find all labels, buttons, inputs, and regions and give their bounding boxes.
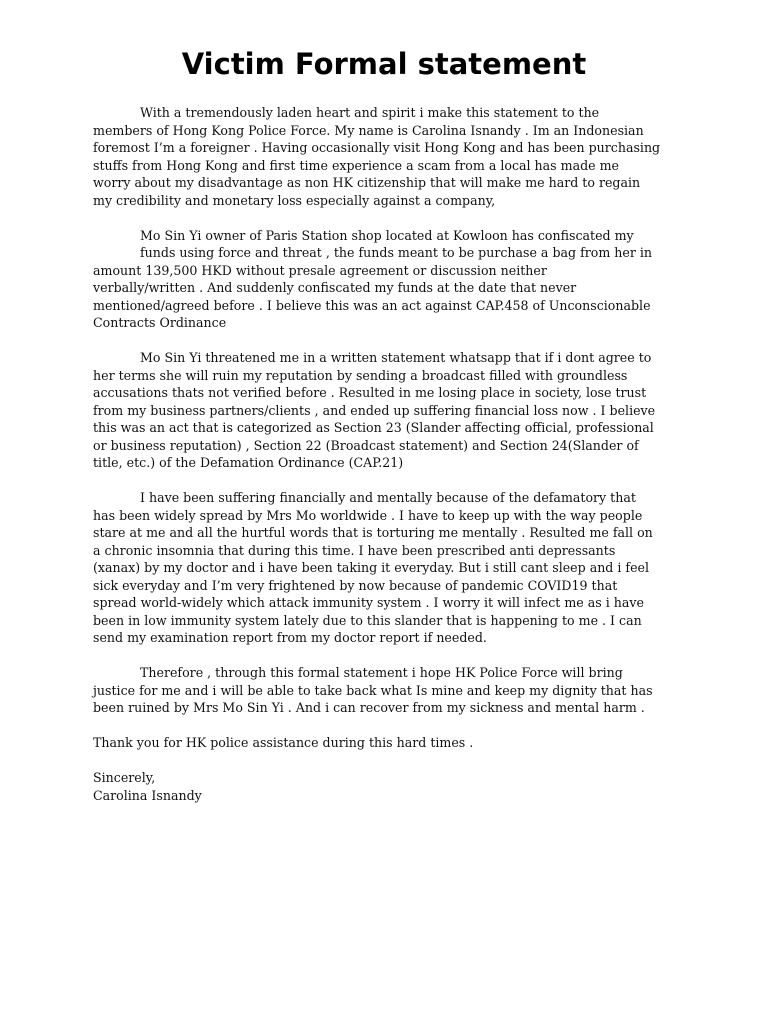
signature-name: Carolina Isnandy	[93, 787, 202, 803]
statement-body	[93, 104, 683, 804]
paragraph-threat	[93, 349, 683, 472]
closing-salutation: Sincerely,	[93, 770, 156, 785]
signature-block	[93, 769, 683, 804]
paragraph-line: send my examination report from my doctor report if needed.	[93, 630, 487, 645]
paragraph-line: Contracts Ordinance	[93, 315, 227, 330]
paragraph-line: title, etc.) of the Defamation Ordinance (CAP.21)	[93, 455, 404, 470]
paragraph-line: spread world-widely which attack immunity system . I worry it will infect me as i have	[93, 595, 644, 610]
paragraph-line: mentioned/agreed before . I believe this was an act against CAP.458 of Unconscionable	[93, 297, 651, 313]
paragraph-conclusion	[93, 664, 683, 717]
paragraph-line: foremost I’m a foreigner . Having occasionally visit Hong Kong and has been purchasing	[93, 140, 661, 155]
paragraph-line: Mo Sin Yi threatened me in a written statement whatsapp that if i dont agree to	[140, 350, 652, 365]
paragraph-line: (xanax) by my doctor and i have been taking it everyday. But i still cant sleep and i feel	[93, 560, 649, 575]
paragraph-line: worry about my disadvantage as non HK citizenship that will make me hard to regain	[93, 175, 641, 190]
paragraph-line: Therefore , through this formal statement i hope HK Police Force will bring	[140, 665, 623, 680]
paragraph-line: a chronic insomnia that during this time. I have been prescribed anti depressants	[93, 542, 616, 558]
paragraph-introduction	[93, 104, 683, 209]
paragraph-line: I have been suffering financially and mentally because of the defamatory that	[140, 490, 636, 505]
paragraph-line: With a tremendously laden heart and spirit i make this statement to the	[140, 105, 600, 120]
paragraph-line: my credibility and monetary loss especially against a company,	[93, 192, 496, 208]
thanks-paragraph	[93, 734, 683, 752]
paragraph-line: been ruined by Mrs Mo Sin Yi . And i can recover from my sickness and mental harm .	[93, 700, 645, 715]
paragraph-line: stare at me and all the hurtful words that is torturing me mentally . Resulted me fall on	[93, 525, 653, 540]
paragraph-line: or business reputation) , Section 22 (Broadcast statement) and Section 24(Slander of	[93, 437, 639, 453]
paragraph-line: sick everyday and I’m very frightened by now because of pandemic COVID19 that	[93, 577, 618, 593]
paragraph-line: amount 139,500 HKD without presale agreement or discussion neither	[93, 262, 547, 278]
paragraph-line: justice for me and i will be able to take back what Is mine and keep my dignity that has	[93, 682, 653, 698]
document-title: Victim Formal statement	[181, 47, 587, 81]
thanks-line: Thank you for HK police assistance during this hard times .	[93, 735, 474, 750]
paragraph-suffering	[93, 489, 683, 647]
paragraph-line: this was an act that is categorized as Section 23 (Slander affecting official, professional	[93, 420, 654, 435]
paragraph-line: members of Hong Kong Police Force. My name is Carolina Isnandy . Im an Indonesian	[93, 122, 644, 138]
paragraph-confiscation	[93, 227, 683, 332]
paragraph-line: accusations thats not verified before . Resulted in me losing place in society, lose trust	[93, 385, 647, 400]
paragraph-line: stuffs from Hong Kong and first time experience a scam from a local has made me	[93, 157, 619, 173]
paragraph-line: verbally/written . And suddenly confiscated my funds at the date that never	[93, 280, 577, 295]
paragraph-line: from my business partners/clients , and ended up suffering financial loss now . I believe	[93, 402, 656, 418]
paragraph-line: has been widely spread by Mrs Mo worldwide . I have to keep up with the way people	[93, 507, 643, 523]
paragraph-line: her terms she will ruin my reputation by sending a broadcast filled with groundless	[93, 367, 628, 383]
paragraph-line: funds using force and threat , the funds meant to be purchase a bag from her in	[140, 245, 653, 260]
paragraph-line: Mo Sin Yi owner of Paris Station shop located at Kowloon has confiscated my	[140, 227, 634, 243]
paragraph-line: been in low immunity system lately due to this slander that is happening to me . I can	[93, 612, 642, 628]
